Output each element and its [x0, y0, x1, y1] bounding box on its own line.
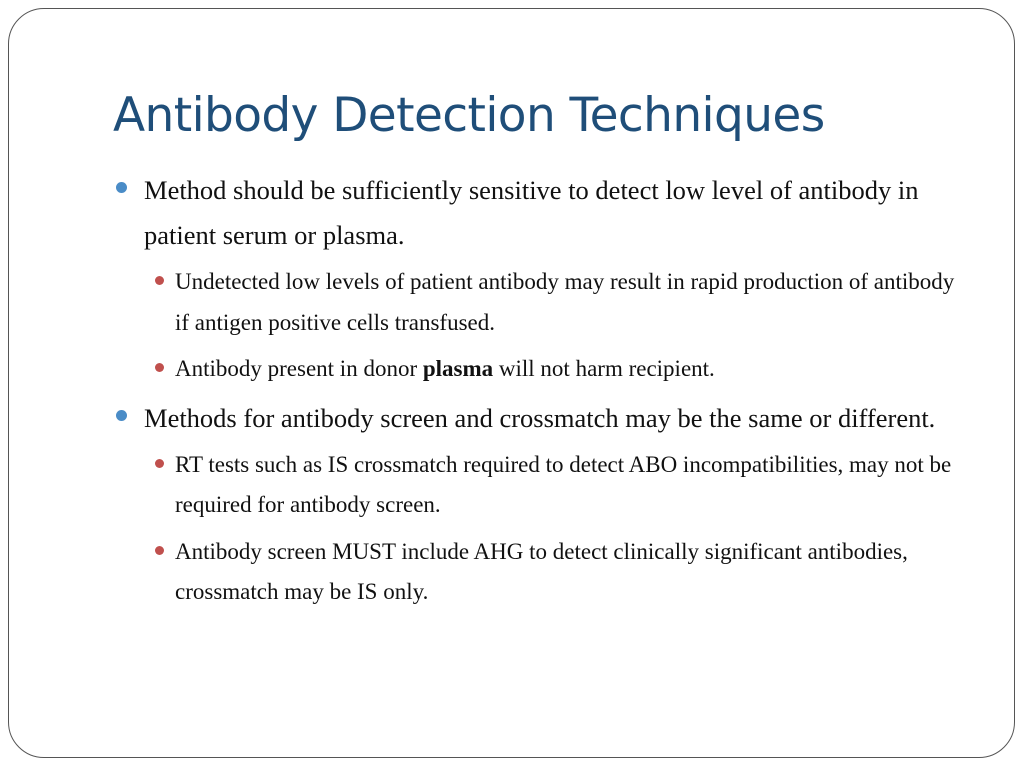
- sub-bullet-text-suffix: will not harm recipient.: [493, 356, 715, 381]
- slide-title: Antibody Detection Techniques: [113, 88, 825, 143]
- bullet-item-methods: [112, 396, 962, 613]
- sub-bullet-item: [144, 262, 962, 343]
- sub-bullet-text: Antibody screen MUST include AHG to detect clinically significant antibodies, crossmatch may be IS only.: [175, 538, 908, 604]
- bullet-text: Methods for antibody screen and crossmatch may be the same or different.: [144, 402, 936, 433]
- sub-bullet-text-prefix: Antibody present in donor: [175, 356, 423, 381]
- sub-bullet-item: [144, 349, 962, 390]
- sub-bullet-text: Undetected low levels of patient antibody may result in rapid production of antibody if antigen positive cells transfused.: [175, 269, 955, 335]
- bullet-list: [112, 168, 962, 619]
- sub-bullet-text: RT tests such as IS crossmatch required to detect ABO incompatibilities, may not be required for antibody screen.: [175, 451, 952, 517]
- bullet-item-sensitivity: [112, 168, 962, 390]
- sub-bullet-list: [144, 262, 962, 390]
- sub-bullet-dot-icon: [155, 276, 164, 285]
- sub-bullet-dot-icon: [155, 546, 164, 555]
- sub-bullet-item: [144, 532, 962, 613]
- sub-bullet-item: [144, 445, 962, 526]
- sub-bullet-bold-term: plasma: [422, 356, 494, 381]
- sub-bullet-dot-icon: [155, 363, 164, 372]
- bullet-text: Method should be sufficiently sensitive to detect low level of antibody in patient serum or plasma.: [144, 175, 919, 250]
- bullet-dot-icon: [116, 410, 127, 421]
- sub-bullet-list: [144, 445, 962, 613]
- bullet-dot-icon: [116, 182, 127, 193]
- sub-bullet-dot-icon: [155, 459, 164, 468]
